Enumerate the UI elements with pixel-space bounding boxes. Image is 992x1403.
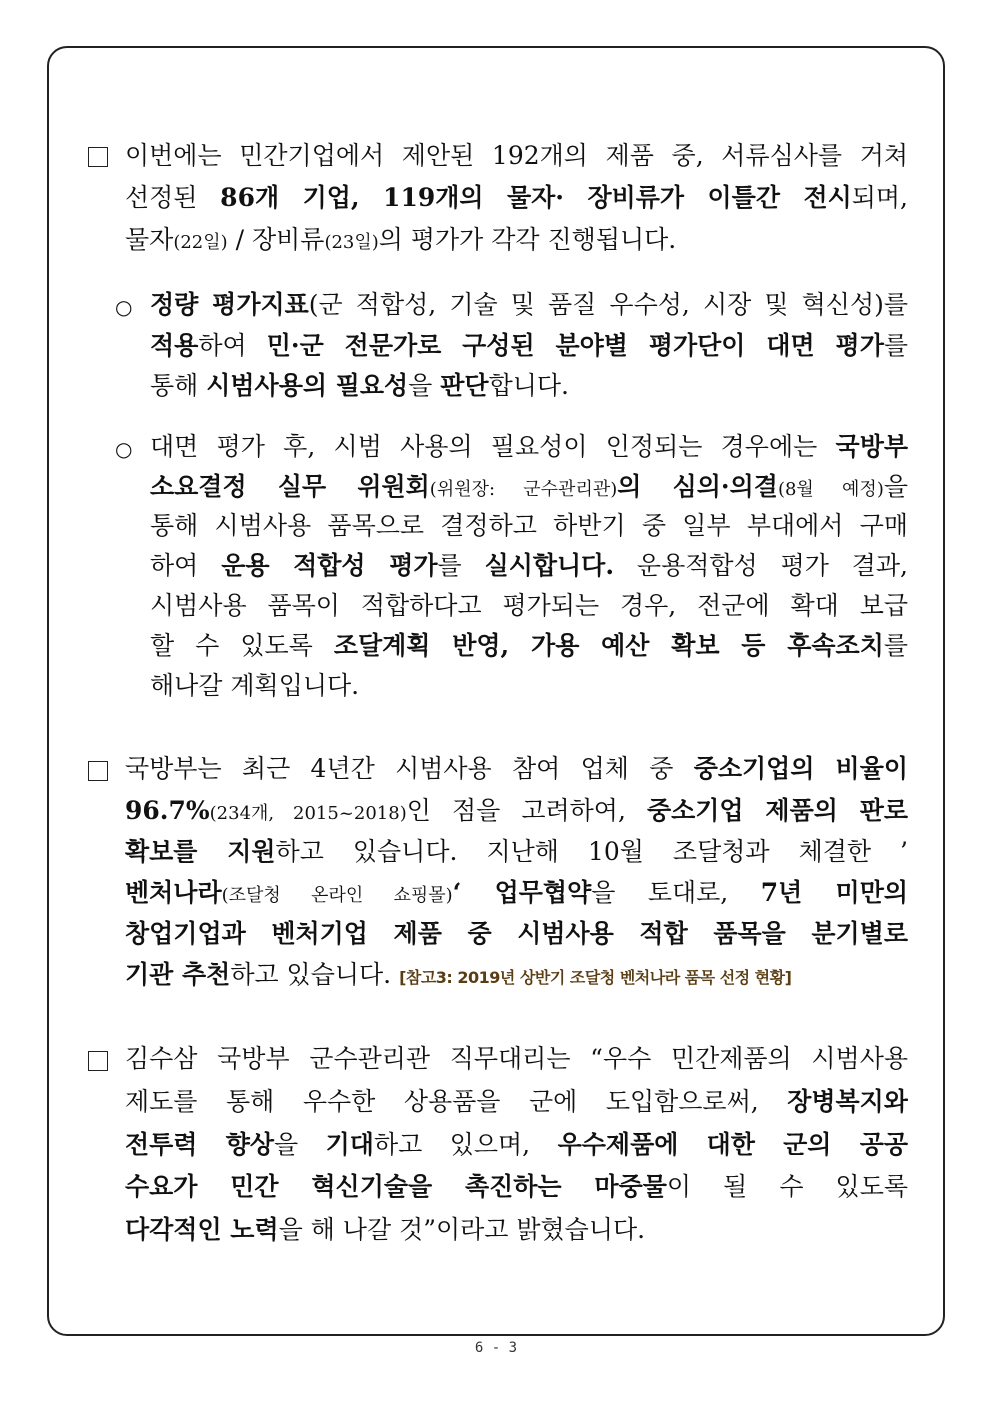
p3-line-5: 다각적인 노력을 해 나갈 것”이라고 밝혔습니다. bbox=[125, 1215, 646, 1244]
s2-line-5: 시범사용 품목이 적합하다고 평가되는 경우, 전군에 확대 보급 bbox=[150, 591, 908, 620]
p2-line-2: 96.7%(234개, 2015~2018)인 점을 고려하여, 중소기업 제품의 판로 bbox=[125, 796, 908, 825]
s2-line-1: 대면 평가 후, 시범 사용의 필요성이 인정되는 경우에는 국방부 bbox=[150, 432, 908, 461]
page-number: 6 - 3 bbox=[474, 1340, 518, 1356]
p3-line-3: 전투력 향상을 기대하고 있으며, 우수제품에 대한 군의 공공 bbox=[125, 1130, 908, 1159]
p1-line-1: 이번에는 민간기업에서 제안된 192개의 제품 중, 서류심사를 거쳐 bbox=[125, 141, 908, 170]
s1-line-3: 통해 시범사용의 필요성을 판단합니다. bbox=[150, 371, 569, 400]
circle-bullet-icon: ○ bbox=[115, 437, 133, 461]
s1-line-2: 적용하여 민·군 전문가로 구성된 분야별 평가단이 대면 평가를 bbox=[150, 331, 908, 360]
s2-line-4: 하여 운용 적합성 평가를 실시합니다. 운용적합성 평가 결과, bbox=[150, 551, 908, 580]
circle-bullet-icon: ○ bbox=[115, 295, 133, 319]
p2-line-3: 확보를 지원하고 있습니다. 지난해 10월 조달청과 체결한 ’ bbox=[125, 837, 908, 866]
reference-note: [참고3: 2019년 상반기 조달청 벤처나라 품목 선정 현황] bbox=[399, 968, 792, 987]
p1-line-2: 선정된 86개 기업, 119개의 물자· 장비류가 이틀간 전시되며, bbox=[125, 183, 908, 212]
checkbox-bullet-icon bbox=[88, 147, 108, 167]
s2-line-3: 통해 시범사용 품목으로 결정하고 하반기 중 일부 부대에서 구매 bbox=[150, 511, 908, 540]
p3-line-4: 수요가 민간 혁신기술을 촉진하는 마중물이 될 수 있도록 bbox=[125, 1172, 908, 1201]
s1-line-1: 정량 평가지표(군 적합성, 기술 및 품질 우수성, 시장 및 혁신성)를 bbox=[150, 290, 908, 319]
s2-line-6: 할 수 있도록 조달계획 반영, 가용 예산 확보 등 후속조치를 bbox=[150, 631, 908, 660]
checkbox-bullet-icon bbox=[88, 1051, 108, 1071]
s2-line-2: 소요결정 실무 위원회(위원장: 군수관리관)의 심의·의결(8월 예정)을 bbox=[150, 472, 908, 501]
p3-line-1: 김수삼 국방부 군수관리관 직무대리는 “우수 민간제품의 시범사용 bbox=[125, 1044, 908, 1073]
checkbox-bullet-icon bbox=[88, 761, 108, 781]
p1-line-3: 물자(22일) / 장비류(23일)의 평가가 각각 진행됩니다. bbox=[125, 225, 677, 254]
p2-line-6: 기관 추천하고 있습니다. [참고3: 2019년 상반기 조달청 벤처나라 품목 선정 현황] bbox=[125, 960, 792, 989]
p2-line-4: 벤처나라(조달청 온라인 쇼핑몰)‘ 업무협약을 토대로, 7년 미만의 bbox=[125, 878, 908, 907]
s2-line-7: 해나갈 계획입니다. bbox=[150, 671, 360, 700]
p2-line-1: 국방부는 최근 4년간 시범사용 참여 업체 중 중소기업의 비율이 bbox=[125, 754, 908, 783]
p2-line-5: 창업기업과 벤처기업 제품 중 시범사용 적합 품목을 분기별로 bbox=[125, 919, 908, 948]
p3-line-2: 제도를 통해 우수한 상용품을 군에 도입함으로써, 장병복지와 bbox=[125, 1087, 908, 1116]
